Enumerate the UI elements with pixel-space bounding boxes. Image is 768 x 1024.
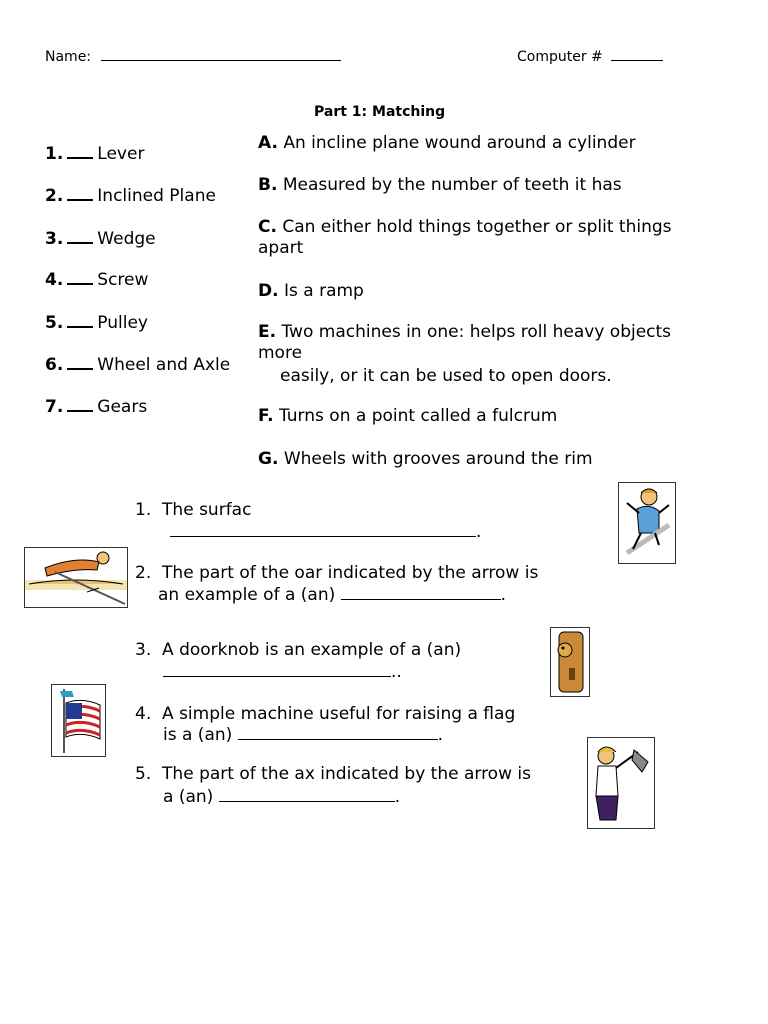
answer-blank[interactable] [67,356,93,370]
section-title: Part 1: Matching [314,104,446,120]
name-field[interactable] [101,46,341,61]
definition-f: F. Turns on a point called a fulcrum [258,406,558,426]
rower-clipart [24,547,128,608]
computer-line [517,46,663,65]
answer-line[interactable] [170,522,476,537]
term-7: 7. Gears [45,397,148,417]
question-5-answer: a (an) . [163,787,401,807]
question-3: 3. A doorknob is an example of a (an) [135,640,462,660]
definition-c: C. Can either hold things together or split things [258,217,672,237]
definition-e-cont2: easily, or it can be used to open doors. [280,366,612,386]
skier-clipart [618,482,676,564]
flag-clipart [51,684,106,757]
question-4-answer: is a (an) . [163,725,444,745]
term-5: 5. Pulley [45,313,148,333]
term-3: 3. Wedge [45,229,156,249]
answer-line[interactable] [238,725,438,740]
name-label: Name: [45,49,92,65]
question-1: 1. The surfac [135,500,252,520]
term-4: 4. Screw [45,270,149,290]
definition-c-cont: apart [258,238,304,258]
answer-line[interactable] [163,662,391,677]
answer-line[interactable] [341,585,501,600]
answer-blank[interactable] [67,230,93,244]
term-2: 2. Inclined Plane [45,186,216,206]
answer-blank[interactable] [67,314,93,328]
definition-g: G. Wheels with grooves around the rim [258,449,593,469]
definition-a: A. An incline plane wound around a cylinder [258,133,636,153]
question-4: 4. A simple machine useful for raising a flag [135,704,516,724]
computer-number-field[interactable] [611,46,663,61]
question-1-answer: . [170,522,481,542]
question-3-answer: .. [163,662,402,682]
answer-blank[interactable] [67,271,93,285]
term-1: 1. Lever [45,144,145,164]
name-line [45,46,341,65]
definition-e-cont: more [258,343,303,363]
question-2-answer: an example of a (an) . [158,585,507,605]
doorknob-clipart [550,627,590,697]
axe-person-clipart [587,737,655,829]
term-6: 6. Wheel and Axle [45,355,231,375]
answer-blank[interactable] [67,398,93,412]
definition-b: B. Measured by the number of teeth it has [258,175,622,195]
question-2: 2. The part of the oar indicated by the arrow is [135,563,539,583]
question-5: 5. The part of the ax indicated by the arrow is [135,764,531,784]
computer-label: Computer # [517,49,603,65]
answer-blank[interactable] [67,145,93,159]
definition-e: E. Two machines in one: helps roll heavy objects [258,322,672,342]
answer-blank[interactable] [67,187,93,201]
answer-line[interactable] [219,787,395,802]
definition-d: D. Is a ramp [258,281,364,301]
